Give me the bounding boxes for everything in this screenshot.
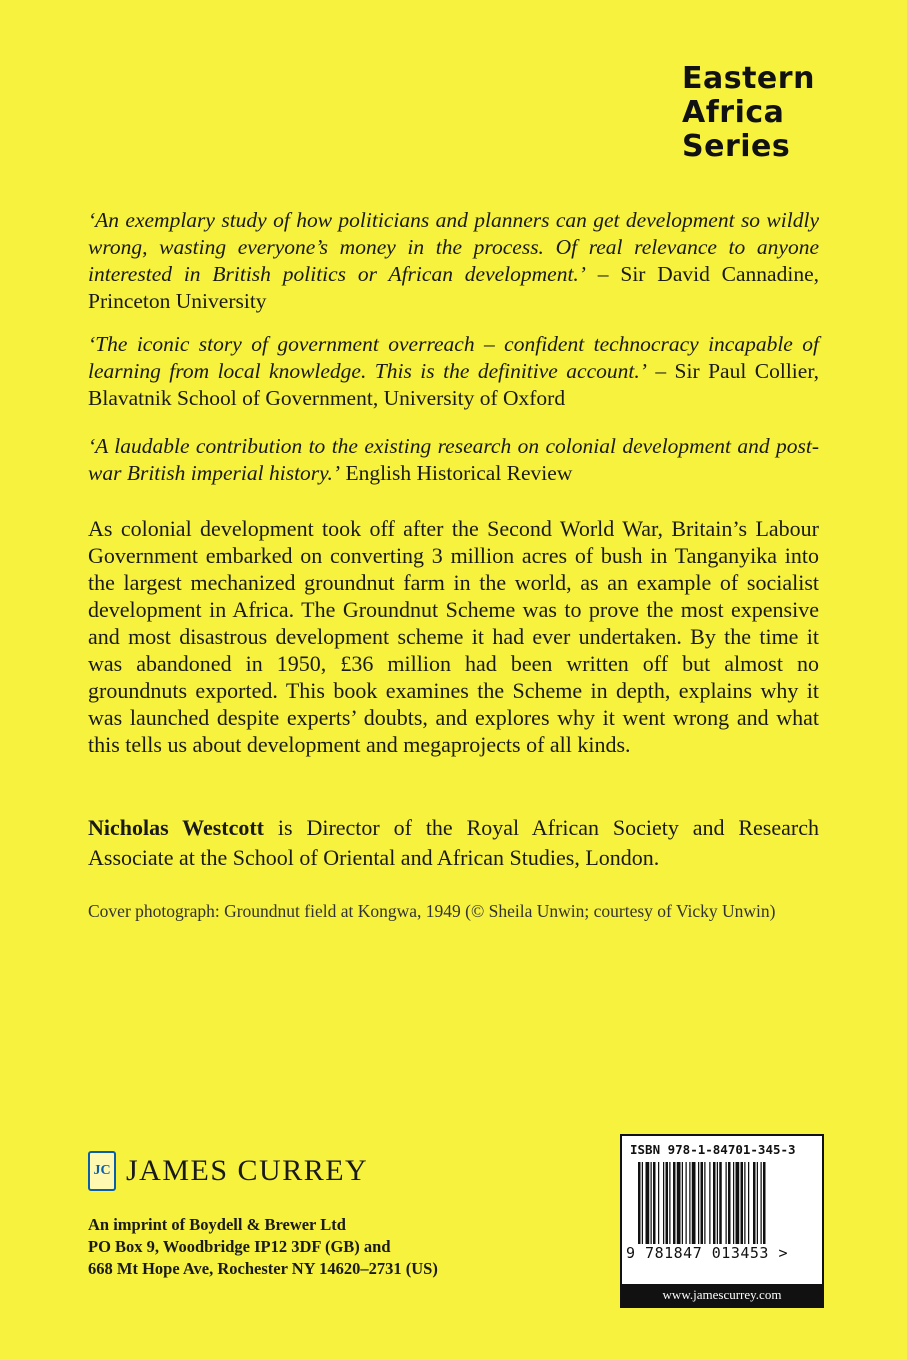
book-description: As colonial development took off after the Second World War, Britain’s Labour Government embarked on converting 3 million acres of bush in Tanganyika into the largest mechanized groundnut farm in the world, as an example of socialist development in Africa. The Groundnut Scheme was to prove the most expensive and most disastrous development scheme it had ever undertaken. By the time it was abandoned in 1950, £36 million had been written off but almost no groundnuts exported. This book examines the Scheme in depth, explains why it was launched despite experts’ doubts, and explores why it went wrong and what this tells us about development and megaprojects of all kinds. [88, 516, 819, 757]
quote-attribution: English Historical Review [340, 461, 573, 485]
author-bio-text: is Director of the Royal African Society and Research Associate at the School of Oriental and African Studies, London. [88, 815, 819, 870]
publisher-url: www.jamescurrey.com [622, 1284, 822, 1306]
isbn-barcode-box [620, 1134, 824, 1308]
barcode-digits: 9 781847 013453 > [626, 1244, 818, 1262]
imprint-line-1: An imprint of Boydell & Brewer Ltd [88, 1215, 346, 1234]
quote-attribution: – Sir Paul Collier, Blavatnik School of Government, University of Oxford [88, 359, 819, 410]
series-title [682, 62, 815, 164]
publisher-logo [88, 1151, 368, 1191]
quote-text: ‘The iconic story of government overreach – confident technocracy incapable of learning from local knowledge. This is the definitive account.’ [88, 332, 819, 383]
quote-text: ‘A laudable contribution to the existing research on colonial development and post-war British imperial history.’ [88, 434, 819, 485]
author-name: Nicholas Westcott [88, 815, 265, 840]
series-line-2: Africa [682, 95, 785, 130]
imprint-line-3: 668 Mt Hope Ave, Rochester NY 14620–2731 (US) [88, 1259, 438, 1278]
author-bio [88, 813, 819, 873]
series-line-3: Series [682, 129, 791, 164]
imprint-line-2: PO Box 9, Woodbridge IP12 3DF (GB) and [88, 1237, 391, 1256]
review-quote-3 [88, 433, 819, 487]
cover-photo-credit: Cover photograph: Groundnut field at Kongwa, 1949 (© Sheila Unwin; courtesy of Vicky Unwin) [88, 901, 776, 921]
quote-attribution: – Sir David Cannadine, Princeton University [88, 262, 819, 313]
publisher-imprint [88, 1214, 438, 1280]
barcode-bars [638, 1162, 806, 1248]
publisher-name: JAMES CURREY [126, 1154, 369, 1187]
review-quote-2 [88, 331, 819, 412]
review-quote-1 [88, 207, 819, 315]
isbn-label: ISBN 978-1-84701-345-3 [630, 1142, 796, 1157]
jc-logo-icon: JC [88, 1151, 116, 1191]
series-line-1: Eastern [682, 61, 815, 96]
quote-text: ‘An exemplary study of how politicians and planners can get development so wildly wrong, wasting everyone’s money in the process. Of real relevance to anyone interested in British politics or African development.’ [88, 208, 819, 286]
